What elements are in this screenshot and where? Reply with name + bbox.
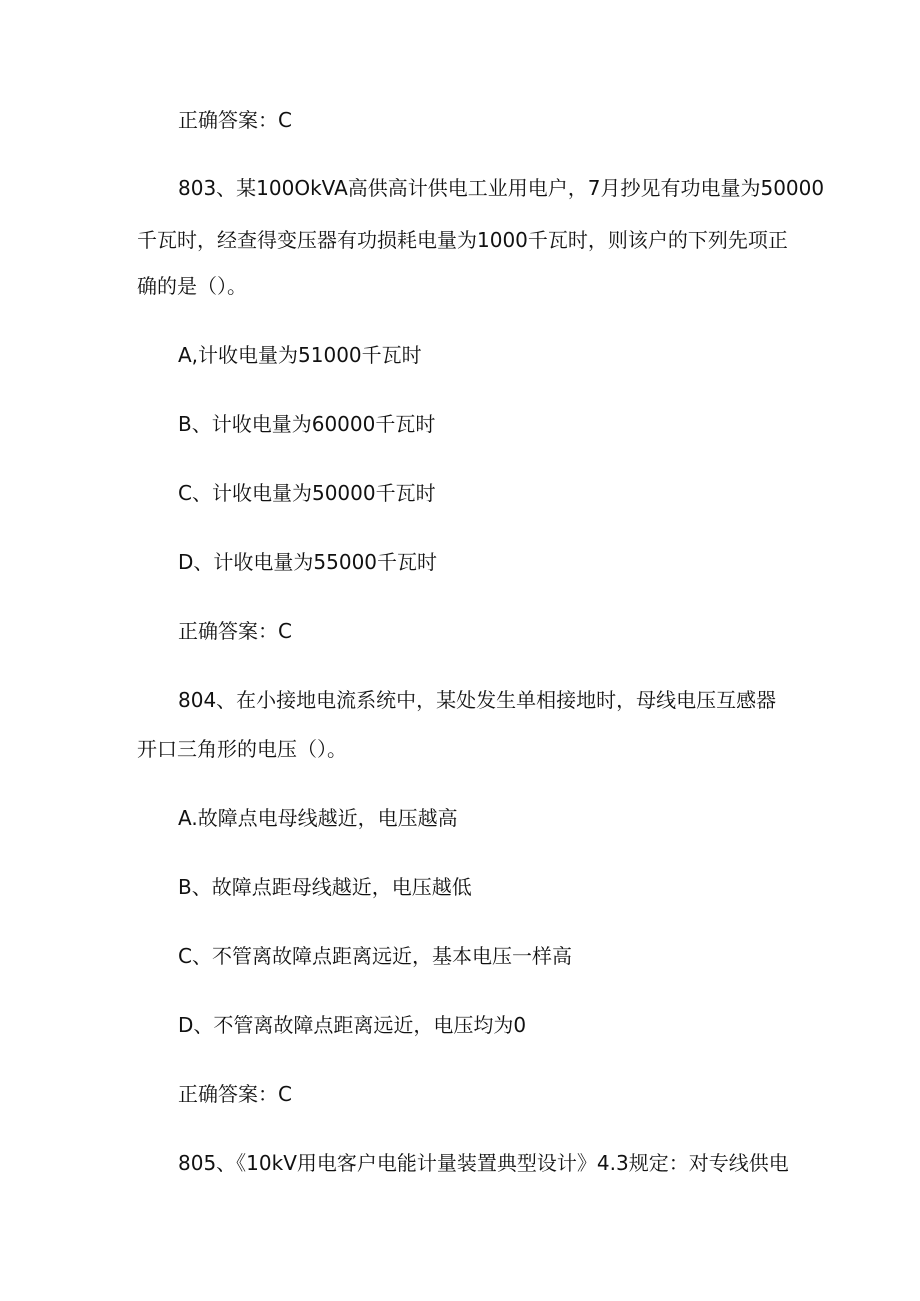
answer-804: 正确答案：C xyxy=(178,1082,292,1106)
answer-802: 正确答案：C xyxy=(178,108,292,132)
question-803-line-2: 千瓦时，经查得变压器有功损耗电量为1000千瓦时，则该户的下列先项正 xyxy=(137,228,788,252)
question-804-option-c: C、不管离故障点距离远近，基本电压一样高 xyxy=(178,944,572,968)
answer-803: 正确答案：C xyxy=(178,619,292,643)
question-803-option-c: C、计收电量为50000千瓦时 xyxy=(178,481,436,505)
question-803-line-1: 803、某100OkVA高供高计供电工业用电户，7月抄见有功电量为50000 xyxy=(178,176,825,200)
question-803-option-d: D、计收电量为55000千瓦时 xyxy=(178,550,438,574)
question-803-option-b: B、计收电量为60000千瓦时 xyxy=(178,412,436,436)
question-804-option-a: A.故障点电母线越近，电压越高 xyxy=(178,806,458,830)
question-804-option-b: B、故障点距母线越近，电压越低 xyxy=(178,875,472,899)
question-804-line-1: 804、在小接地电流系统中，某处发生单相接地时，母线电压互感器 xyxy=(178,688,777,712)
question-804-line-2: 开口三角形的电压（）。 xyxy=(137,737,347,761)
question-805-line-1: 805、《10kV用电客户电能计量装置典型设计》4.3规定：对专线供电 xyxy=(178,1151,789,1175)
question-803-line-3: 确的是（）。 xyxy=(137,274,247,298)
question-803-option-a: A,计收电量为51000千瓦时 xyxy=(178,343,422,367)
question-804-option-d: D、不管离故障点距离远近，电压均为0 xyxy=(178,1013,527,1037)
